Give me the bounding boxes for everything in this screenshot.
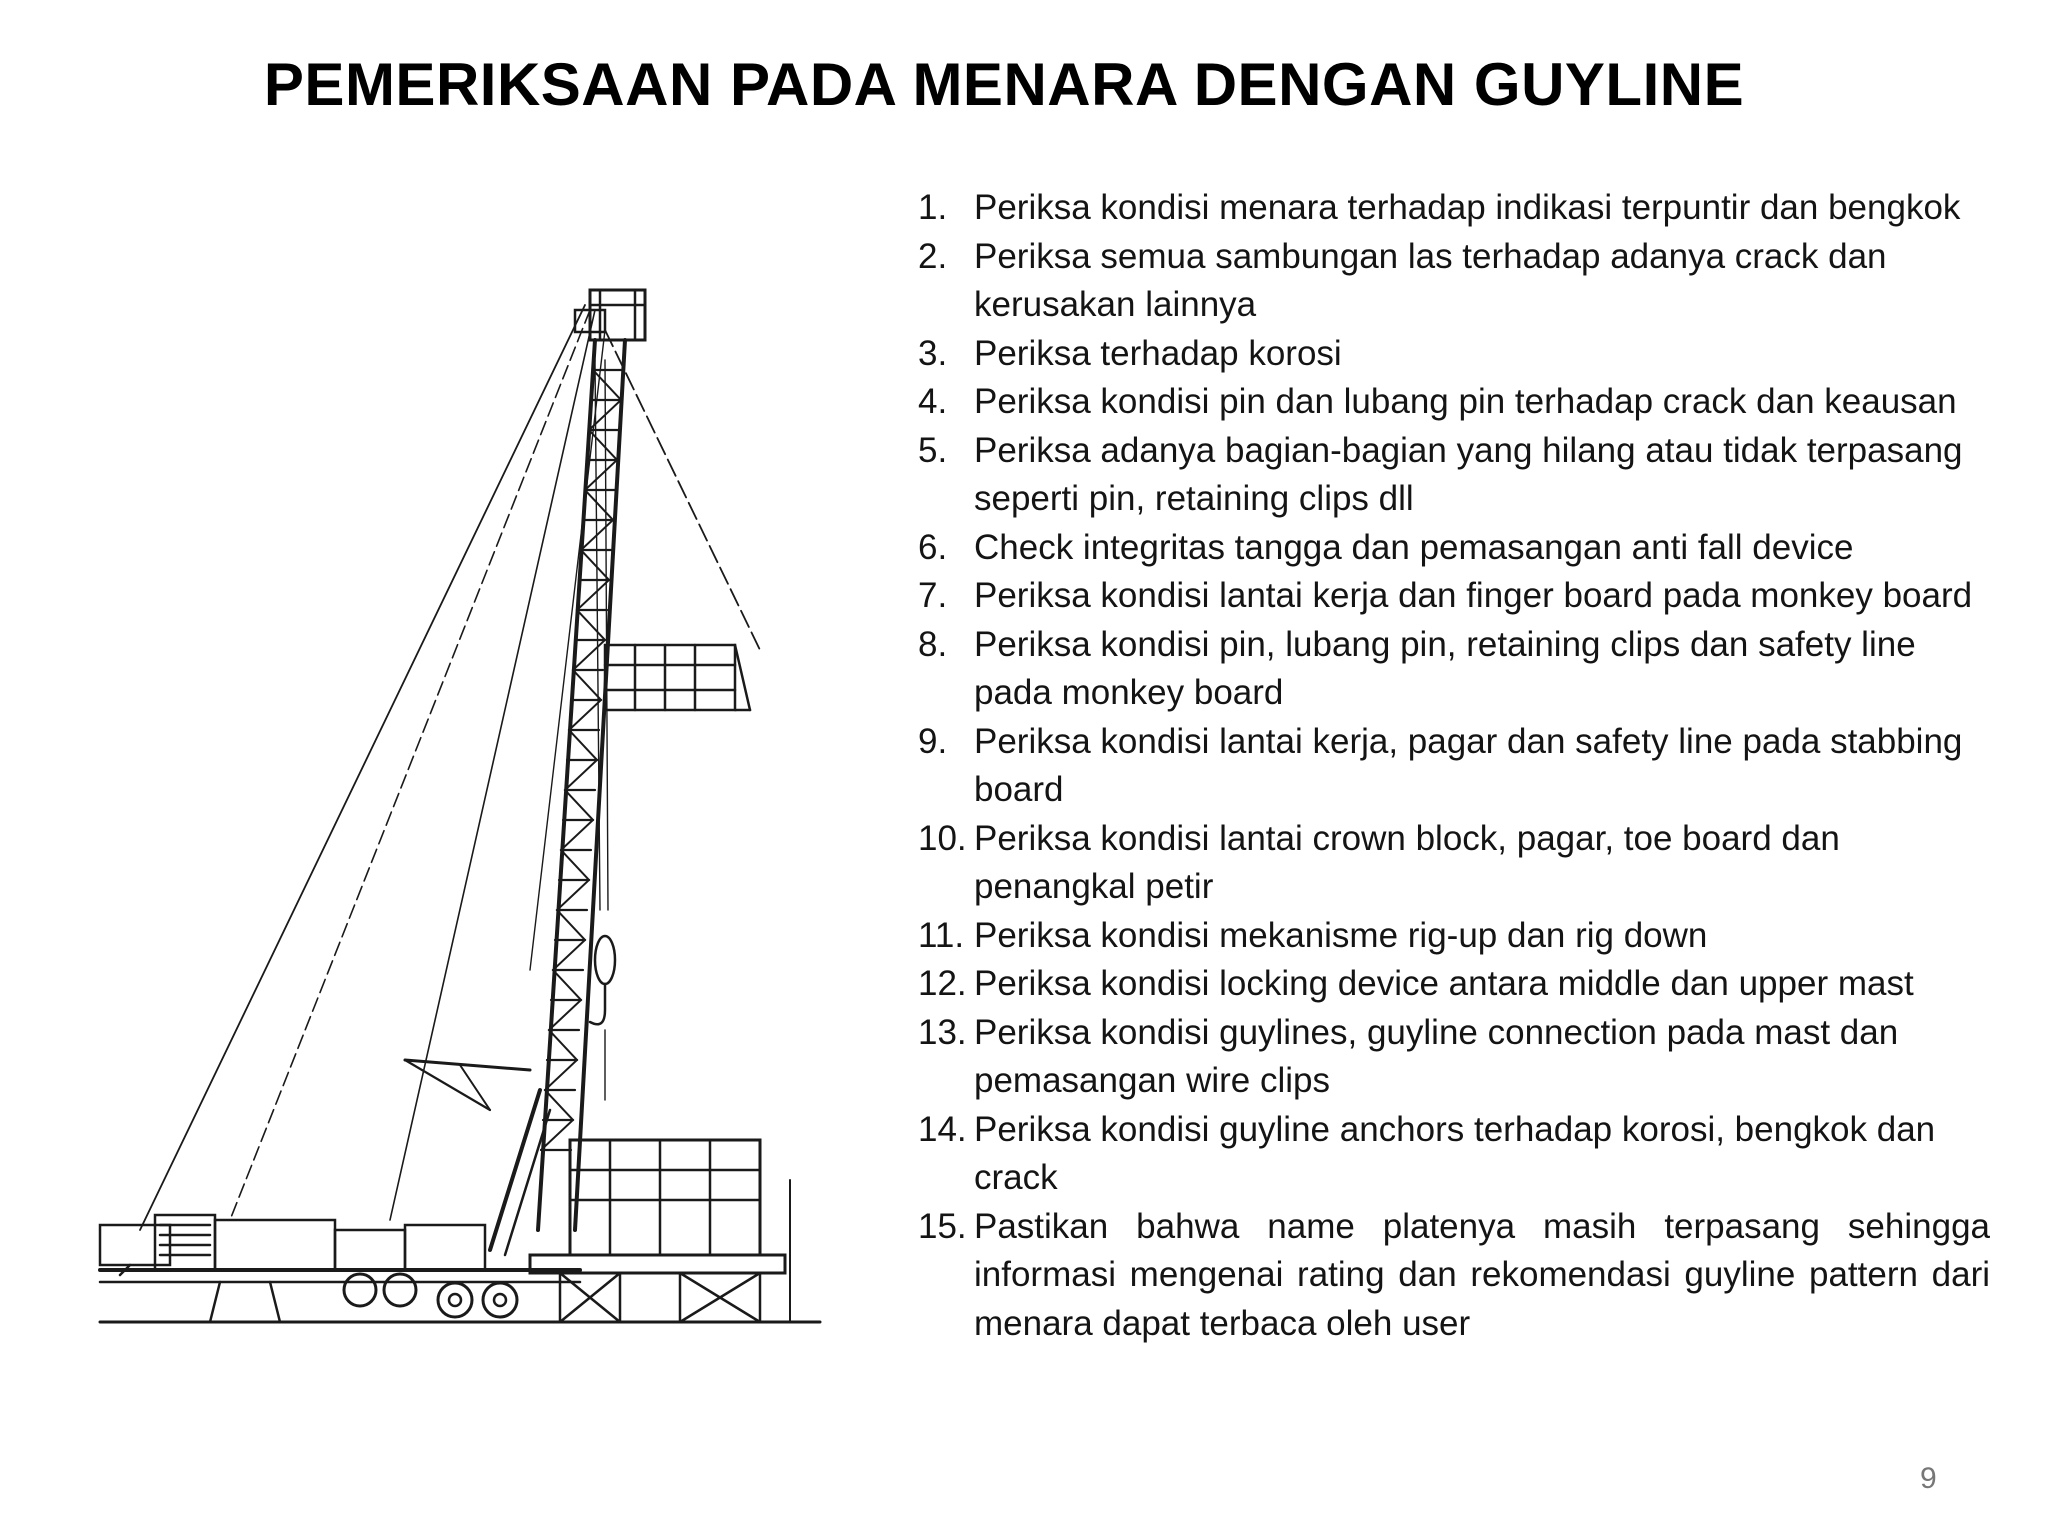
list-item: 7. Periksa kondisi lantai kerja dan finger board pada monkey board bbox=[918, 576, 1973, 615]
inspection-checklist bbox=[918, 184, 1990, 1348]
list-item: 8. Periksa kondisi pin, lubang pin, retaining clips dan safety line pada monkey board bbox=[918, 624, 1916, 712]
list-item: 4. Periksa kondisi pin dan lubang pin terhadap crack dan keausan bbox=[918, 382, 1957, 421]
list-item: 12. Periksa kondisi locking device antara middle dan upper mast bbox=[918, 964, 1914, 1003]
list-item: 14. Periksa kondisi guyline anchors terhadap korosi, bengkok dan crack bbox=[918, 1109, 1936, 1197]
list-item: 5. Periksa adanya bagian-bagian yang hilang atau tidak terpasang seperti pin, retaining clips dll bbox=[918, 430, 1963, 518]
list-item: 1. Periksa kondisi menara terhadap indikasi terpuntir dan bengkok bbox=[918, 188, 1961, 227]
list-item: 3. Periksa terhadap korosi bbox=[918, 333, 1342, 373]
list-item: 15. Pastikan bahwa name platenya masih terpasang sehingga informasi mengenai rating dan rekomendasi guyline pattern dari menara dapat terbaca oleh user bbox=[918, 1206, 1990, 1343]
drilling-rig-illustration bbox=[60, 270, 860, 1350]
page-number: 9 bbox=[1920, 1462, 1937, 1495]
list-item: 2. Periksa semua sambungan las terhadap adanya crack dan kerusakan lainnya bbox=[918, 236, 1887, 324]
list-item: 11. Periksa kondisi mekanisme rig-up dan rig down bbox=[918, 915, 1708, 955]
list-item: 6. Check integritas tangga dan pemasangan anti fall device bbox=[918, 527, 1854, 567]
slide-title: PEMERIKSAAN PADA MENARA DENGAN GUYLINE bbox=[263, 51, 1745, 118]
list-item: 10. Periksa kondisi lantai crown block, pagar, toe board dan penangkal petir bbox=[918, 818, 1840, 906]
list-item: 13. Periksa kondisi guylines, guyline connection pada mast dan pemasangan wire clips bbox=[918, 1012, 1899, 1100]
list-item: 9. Periksa kondisi lantai kerja, pagar dan safety line pada stabbing board bbox=[918, 721, 1963, 809]
